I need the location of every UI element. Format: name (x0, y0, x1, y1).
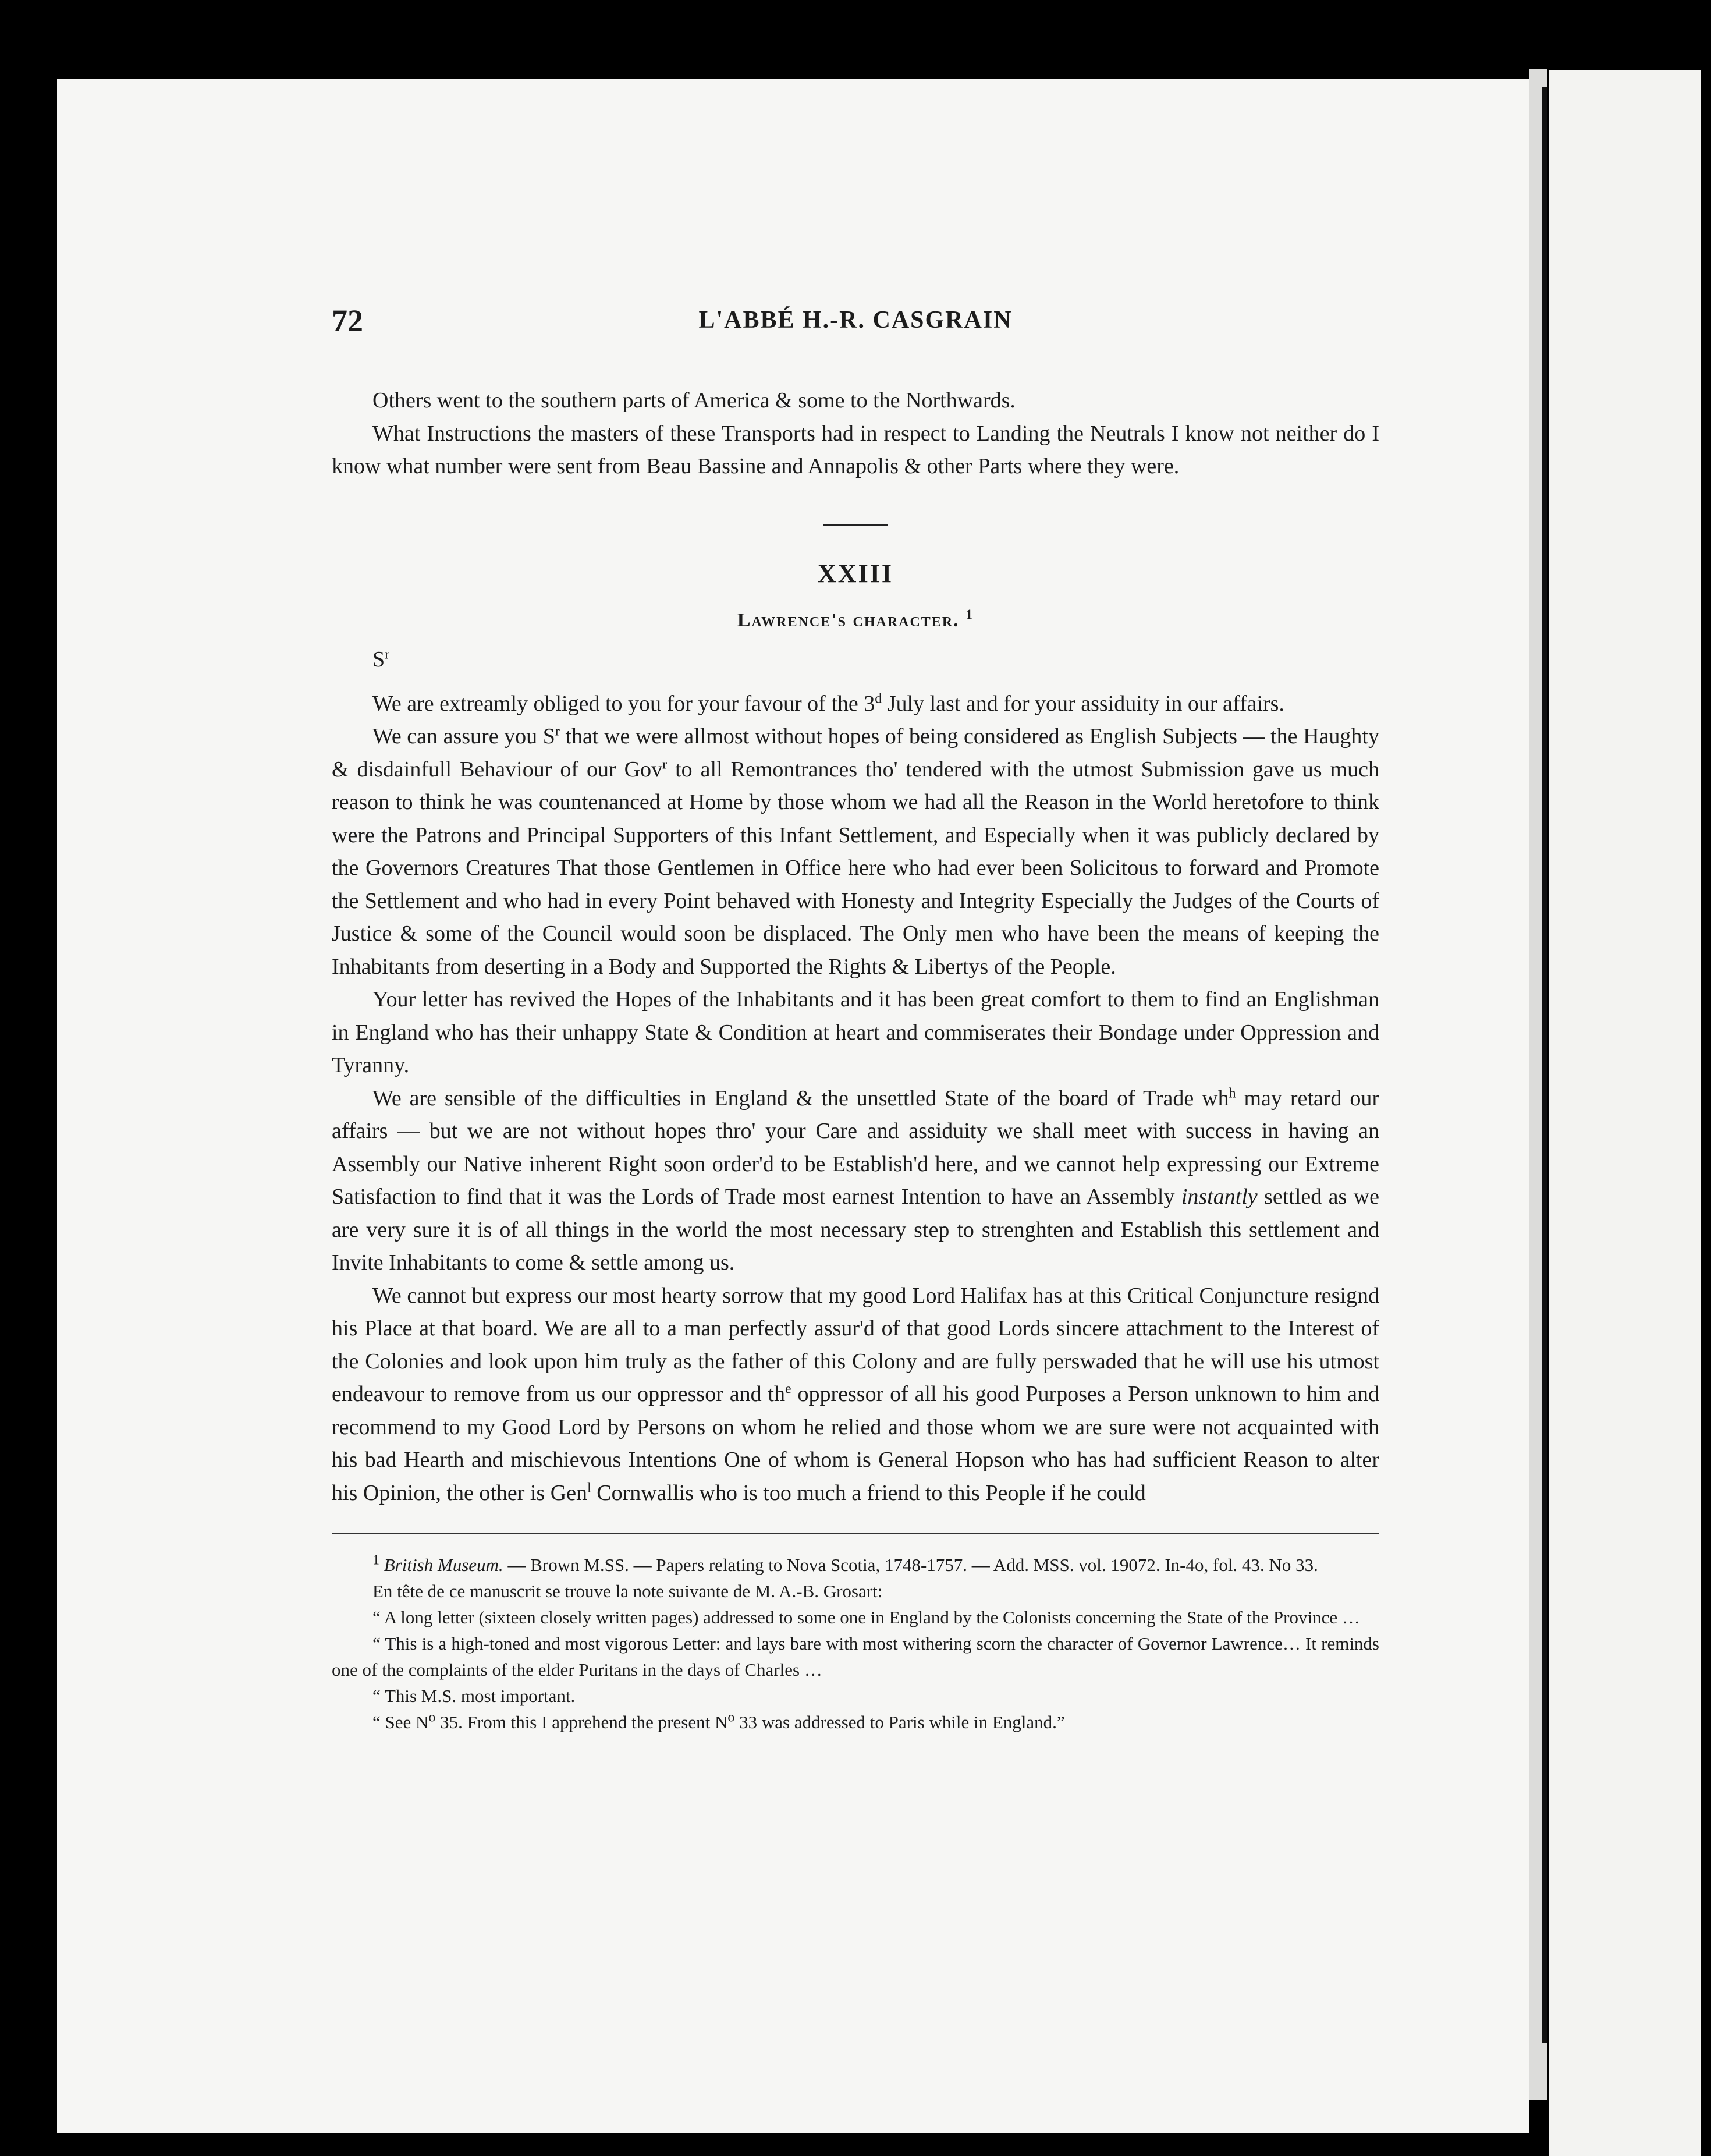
text-run: settled as we are very sure it is of all things in the world the most necessary step to strenghten and Establish this settlement and Invite Inhabitants to come & settle among us. (332, 1185, 1380, 1275)
text-run: 35. From this I apprehend the present N (435, 1712, 728, 1732)
letter-paragraph (332, 1279, 1379, 1510)
footnote (332, 1552, 1379, 1578)
footnote (332, 1709, 1379, 1735)
superscript: h (1229, 1085, 1236, 1101)
text-run: 33 was addressed to Paris while in England.” (734, 1712, 1065, 1732)
running-title: L'ABBÉ H.-R. CASGRAIN (698, 307, 1013, 334)
letter-paragraph: Your letter has revived the Hopes of the Inhabitants and it has been great comfort to them to find an Englishman in England who has their unhappy State & Condition at heart and commiserates their Bondage under Oppression and Tyranny. (332, 987, 1379, 1077)
footnote-ref: 1 (965, 607, 974, 623)
superscript: o (727, 1710, 735, 1725)
superscript: r (662, 756, 668, 772)
italic-text: instantly (1181, 1185, 1258, 1209)
salutation-sup: r (385, 646, 390, 662)
letter-paragraph (332, 720, 1379, 983)
text-run: We can assure you S (372, 724, 555, 749)
section-title (332, 609, 1379, 632)
footnote: “ This is a high-toned and most vigorous Letter: and lays bare with most withering scorn the character of Governor Lawrence… It reminds one of the complaints of the elder Puritans in the days of Charles … (332, 1633, 1379, 1680)
text-run: We are sensible of the difficulties in England & the unsettled State of the board of Trade wh (372, 1086, 1229, 1111)
text-run: We are extreamly obliged to you for your favour of the 3 (372, 691, 875, 716)
text-run: to all Remontrances tho' tendered with the utmost Submission gave us much reason to think he was countenanced at Home by those whom we had all the Reason in the World heretofore to think were the Patrons and Principal Supporters of this Infant Settlement, and Especially when it was publicly declared by the Governors Creatures That those Gentlemen in Office here who had ever been Solicitous to forward and Promote the Settlement and who had in every Point behaved with Honesty and Integrity Especially the Judges of the Courts of Justice & some of the Council would soon be displaced. The Only men who have been the means of keeping the Inhabitants from deserting in a Body and Supported the Rights & Libertys of the People. (332, 757, 1379, 979)
footnote-divider (332, 1533, 1379, 1534)
text-run: oppressor of all his good Purposes a Person unknown to him and recommend to my Good Lord by Persons on whom he relied and those whom we are sure were not acquainted with his bad Hearth and mischievous Intentions One of whom is General Hopson who has had sufficient Reason to alter his Opinion, the other is Gen (332, 1382, 1379, 1505)
page-content (332, 303, 1379, 1735)
letter-paragraph (332, 687, 1379, 721)
superscript: o (428, 1710, 436, 1725)
text-run: that we were allmost without hopes of being considered as English Subjects — the Haughty & disdainfull Behaviour of our Gov (332, 724, 1379, 782)
text-run: — Brown M.SS. — Papers relating to Nova Scotia, 1748-1757. — Add. MSS. vol. 19072. In-4o, fol. 43. No 33. (503, 1555, 1318, 1575)
superscript: e (784, 1381, 791, 1397)
intro-paragraph: What Instructions the masters of these Transports had in respect to Landing the Neutrals I know not neither do I know what number were sent from Beau Bassine and Annapolis & other Parts where they were. (332, 421, 1379, 478)
salutation-text: S (372, 647, 385, 672)
letter-paragraph (332, 1082, 1379, 1279)
text-run: Cornwallis who is too much a friend to this People if he could (591, 1480, 1146, 1505)
section-number: XXIII (818, 559, 893, 588)
intro-text (332, 384, 1379, 483)
text-run: We cannot but express our most hearty sorrow that my good Lord Halifax has at this Critical Conjuncture resignd his Place at that board. We are all to a man perfectly assur'd of that good Lords sincere attachment to the Interest of the Colonies and look upon him truly as the father of this Colony and are fully perswaded that he will use his utmost endeavour to remove from us our oppressor and th (332, 1283, 1379, 1406)
section-divider (823, 524, 888, 526)
section-title-text: Lawrence's character. (737, 609, 960, 631)
letter-body (332, 687, 1379, 1510)
text-run: may retard our affairs — but we are not without hopes thro' your Care and assiduity we shall meet with success in having an Assembly our Native inherent Right soon order'd to be Establish'd here, and we cannot help expressing our Extreme Satisfaction to find that it was the Lords of Trade most earnest Intention to have an Assembly (332, 1086, 1379, 1209)
footnote: En tête de ce manuscrit se trouve la note suivante de M. A.-B. Grosart: (372, 1581, 883, 1601)
book-page (57, 79, 1529, 2133)
page-number: 72 (332, 303, 363, 338)
text-run: July last and for your assiduity in our affairs. (882, 691, 1284, 716)
footnote-mark: 1 (372, 1552, 379, 1568)
footnote: “ This M.S. most important. (372, 1686, 576, 1706)
text-run: “ See N (372, 1712, 429, 1732)
superscript: r (555, 724, 560, 739)
superscript: d (875, 690, 882, 706)
book-spine (1542, 87, 1547, 2043)
superscript: l (587, 1480, 591, 1495)
footnote: “ A long letter (sixteen closely written pages) addressed to some one in England by the Colonists concerning the State of the Province … (372, 1607, 1360, 1627)
footnotes (332, 1552, 1379, 1735)
facing-page (1549, 70, 1701, 2156)
intro-paragraph: Others went to the southern parts of America & some to the Northwards. (372, 388, 1016, 413)
running-head (332, 303, 1379, 349)
italic-text: British Museum. (384, 1555, 503, 1575)
salutation (372, 647, 1379, 672)
